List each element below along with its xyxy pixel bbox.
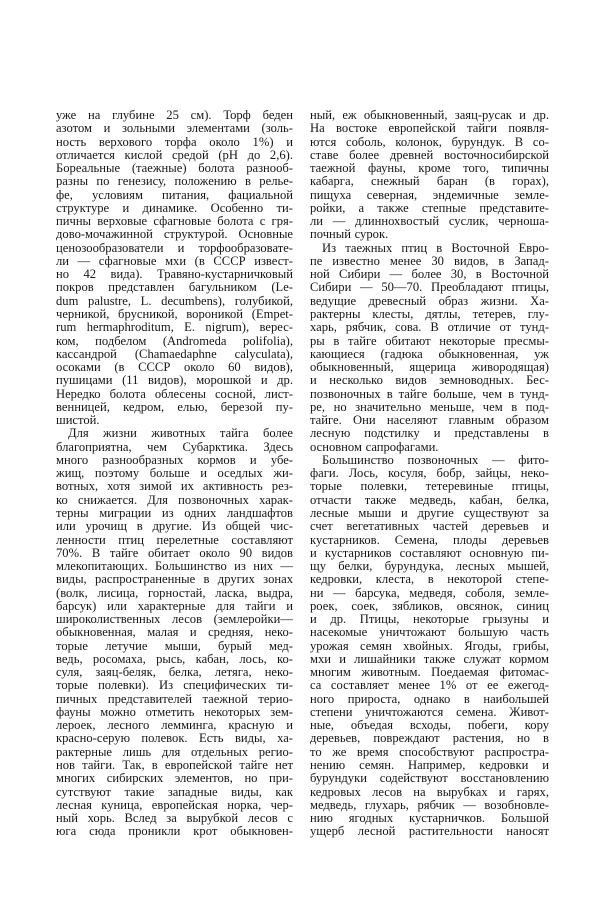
text-line: харь, рябчик, сова. В отличие от тунд- — [310, 321, 549, 335]
text-line: насекомые уничтожают большую часть — [310, 626, 549, 640]
text-line: обыкновенный, ящерица живородящая) — [310, 361, 549, 375]
text-line: млекопитающих. Большинство из них — — [56, 560, 293, 574]
text-line: ный хорь. Вслед за вырубкой лесов с — [56, 812, 293, 826]
text-line: ценозообразователи и торфообразовате- — [56, 241, 293, 255]
text-line: отличается кислой средой (pH до 2,6). — [56, 148, 293, 162]
text-line: торые летучие мыши, бурый мед- — [56, 639, 293, 653]
text-line: нию ягодных кустарничков. Большой — [310, 812, 549, 826]
text-column-right — [310, 109, 549, 839]
text-line: юга сюда проникли крот обыкновен- — [56, 825, 293, 839]
text-line: степени уничтожаются семена. Живот- — [310, 705, 549, 719]
text-line: шистой. — [56, 414, 100, 428]
text-line: многим животным. Поедаемая фитомас- — [310, 666, 549, 680]
text-line: ные, объедая всходы, побеги, кору — [310, 719, 549, 733]
text-line: и др. Птицы, некоторые грызуны и — [310, 613, 549, 627]
text-line: жищ, поэтому больше и оседлых жи- — [56, 467, 293, 481]
text-line: ность верхового торфа около 1%) и — [56, 135, 293, 149]
text-line: 70%. В тайге обитает около 90 видов — [56, 546, 293, 560]
text-line: кассандрой (Chamaedaphne calyculata), — [56, 347, 293, 361]
text-line: роек, соек, зябликов, овсянок, синиц — [310, 599, 549, 613]
text-line: ройки, а также степные представите- — [310, 201, 549, 215]
text-line: торые полевки). Из специфических ти- — [56, 679, 293, 693]
text-line: деревьев, повреждают растения, но в — [310, 732, 549, 746]
paragraph — [56, 109, 293, 427]
text-line: тайге. Они населяют главным образом — [310, 414, 549, 428]
text-line: пичны верховые сфагновые болота с гря- — [56, 215, 293, 229]
text-line: фаги. Лось, косуля, бобр, зайцы, неко- — [310, 467, 549, 481]
text-line: лероек, лесного лемминга, красную и — [56, 719, 293, 733]
text-line: пищуха северная, эндемичные земле- — [310, 188, 549, 202]
text-line: широколиственных лесов (землеройки— — [56, 613, 293, 627]
text-line: то же время способствуют распростра- — [310, 745, 549, 759]
text-line: ются соболь, колонок, бурундук. В со- — [310, 135, 549, 149]
text-line: лесную подстилку и представлены в — [310, 427, 549, 441]
text-line: кабарга, снежный баран (в горах), — [310, 175, 549, 189]
text-line: пе известно менее 30 видов, в Запад- — [310, 254, 549, 268]
text-line: таежной фауны, кроме того, типичны — [310, 162, 549, 176]
text-line: барсук) или характерные для тайги и — [56, 599, 293, 613]
text-line: покров представлен багульником (Le- — [56, 281, 293, 295]
text-column-left — [56, 109, 293, 839]
text-line: са составляет менее 1% от ее ежегод- — [310, 679, 549, 693]
text-line: rum hermaphroditum, E. nigrum), верес- — [56, 321, 293, 335]
text-line: Из таежных птиц в Восточной Евро- — [322, 241, 549, 255]
text-line: вотных, хотя зимой их активность рез- — [56, 480, 293, 494]
text-line: венницей, кедром, елью, березой пу- — [56, 400, 293, 414]
text-line: структуре и динамике. Особенно ти- — [56, 201, 293, 215]
text-line: ведь, росомаха, рысь, кабан, лось, ко- — [56, 652, 293, 666]
text-line: ленности птиц перелетные составляют — [56, 533, 293, 547]
text-line: рактерны клесты, дятлы, тетерев, глу- — [310, 307, 549, 321]
text-line: ного прироста, однако в наибольшей — [310, 692, 549, 706]
text-line: фе, условиям питания, фациальной — [56, 188, 293, 202]
text-line: кустарников. Семена, плоды деревьев — [310, 533, 549, 547]
text-line: урожая семян хвойных. Ягоды, грибы, — [310, 639, 549, 653]
text-line: терны миграции из одних ландшафтов — [56, 506, 293, 520]
text-line: сутствуют такие западные виды, как — [56, 785, 293, 799]
text-line: уже на глубине 25 см). Торф беден — [56, 109, 293, 122]
text-line: На востоке европейской тайги появля- — [310, 122, 549, 136]
text-line: рактерные лишь для отдельных регио- — [56, 745, 293, 759]
text-line: ни — барсука, медведя, соболя, земле- — [310, 586, 549, 600]
text-line: ведущие древесный образ жизни. Ха- — [310, 294, 549, 308]
text-line: нению семян. Например, кедровки и — [310, 759, 549, 773]
text-line: азотом и зольными элементами (золь- — [56, 122, 293, 136]
text-line: бурундуки содействуют восстановлению — [310, 772, 549, 786]
text-line: ный, еж обыкновенный, заяц-русак и др. — [310, 109, 549, 122]
text-line: кающиеся (гадюка обыкновенная, уж — [310, 347, 549, 361]
text-line: Бореальные (таежные) болота разнооб- — [56, 162, 293, 176]
text-line: и кустарников составляют основную пи- — [310, 546, 549, 560]
text-line: ущерб лесной растительности наносят — [310, 825, 549, 839]
text-line: основном сапрофагами. — [310, 440, 439, 454]
text-line: лесные мыши и другие существуют за — [310, 506, 549, 520]
text-line: и несколько видов земноводных. Бес- — [310, 374, 549, 388]
paragraph — [310, 454, 549, 839]
text-line: dum palustre, L. decumbens), голубикой, — [56, 294, 293, 308]
text-line: медведь, глухарь, рябчик — возобновле- — [310, 798, 549, 812]
text-line: ставе более древней восточносибирской — [310, 148, 549, 162]
text-line: ре, но значительно меньше, чем в под- — [310, 400, 549, 414]
text-line: дово-мочажинной структурой. Основные — [56, 228, 293, 242]
text-line: щу белки, бурундука, лесных мышей, — [310, 560, 549, 574]
text-line: позвоночных в тайге больше, чем в тунд- — [310, 387, 549, 401]
text-line: ком, подбелом (Andromeda polifolia), — [56, 334, 293, 348]
text-line: кедровых лесов на вырубках и гарях, — [310, 785, 549, 799]
text-line: ры в тайге обитают некоторые пресмы- — [310, 334, 549, 348]
text-line: но 42 вида). Травяно-кустарничковый — [56, 268, 293, 282]
text-line: благоприятна, чем Субарктика. Здесь — [56, 440, 293, 454]
text-line: Нередко болота облесены сосной, лист- — [56, 387, 293, 401]
text-line: осоками (в СССР около 60 видов), — [56, 361, 293, 375]
text-line: Сибири — 50—70. Преобладают птицы, — [310, 281, 549, 295]
text-line: многих сибирских элементов, но при- — [56, 772, 293, 786]
text-line: торые полевки, тетеревиные птицы, — [310, 480, 549, 494]
text-line: почный сурок. — [310, 228, 389, 242]
text-line: лесная куница, европейская норка, чер- — [56, 798, 293, 812]
text-line: мхи и лишайники также служат кормом — [310, 652, 549, 666]
text-line: ко снижается. Для позвоночных харак- — [56, 493, 293, 507]
text-line: ли — длиннохвостый суслик, черноша- — [310, 215, 549, 229]
text-line: нов тайги. Так, в европейской тайге нет — [56, 759, 293, 773]
text-line: много разнообразных кормов и убе- — [56, 453, 293, 467]
text-line: фауны можно отметить некоторых зем- — [56, 705, 293, 719]
text-line: пичных представителей таежной терио- — [56, 692, 293, 706]
text-line: ной Сибири — более 30, в Восточной — [310, 268, 549, 282]
text-line: Для жизни животных тайга более — [68, 427, 293, 441]
text-line: кедровки, клеста, в некоторой степе- — [310, 573, 549, 587]
text-line: красно-серую полевок. Есть виды, ха- — [56, 732, 293, 746]
text-line: ли — сфагновые мхи (в СССР извест- — [56, 254, 293, 268]
text-line: разны по генезису, положению в релье- — [56, 175, 293, 189]
text-line: обыкновенная, малая и средняя, неко- — [56, 626, 293, 640]
text-line: виды, распространенные в других зонах — [56, 573, 293, 587]
text-line: черникой, брусникой, вороникой (Empet- — [56, 307, 293, 321]
text-line: пушицами (11 видов), морошкой и др. — [56, 374, 293, 388]
text-line: счет вегетативных частей деревьев и — [310, 520, 549, 534]
text-line: или урочищ в другие. Из общей чис- — [56, 520, 293, 534]
paragraph — [310, 109, 549, 242]
text-line: Большинство позвоночных — фито- — [322, 453, 549, 467]
text-line: отчасти также медведь, кабан, белка, — [310, 493, 549, 507]
text-line: (волк, лисица, горностай, ласка, выдра, — [56, 586, 293, 600]
paragraph — [310, 242, 549, 454]
paragraph — [56, 427, 293, 838]
text-line: суля, заяц-беляк, белка, летяга, неко- — [56, 666, 293, 680]
